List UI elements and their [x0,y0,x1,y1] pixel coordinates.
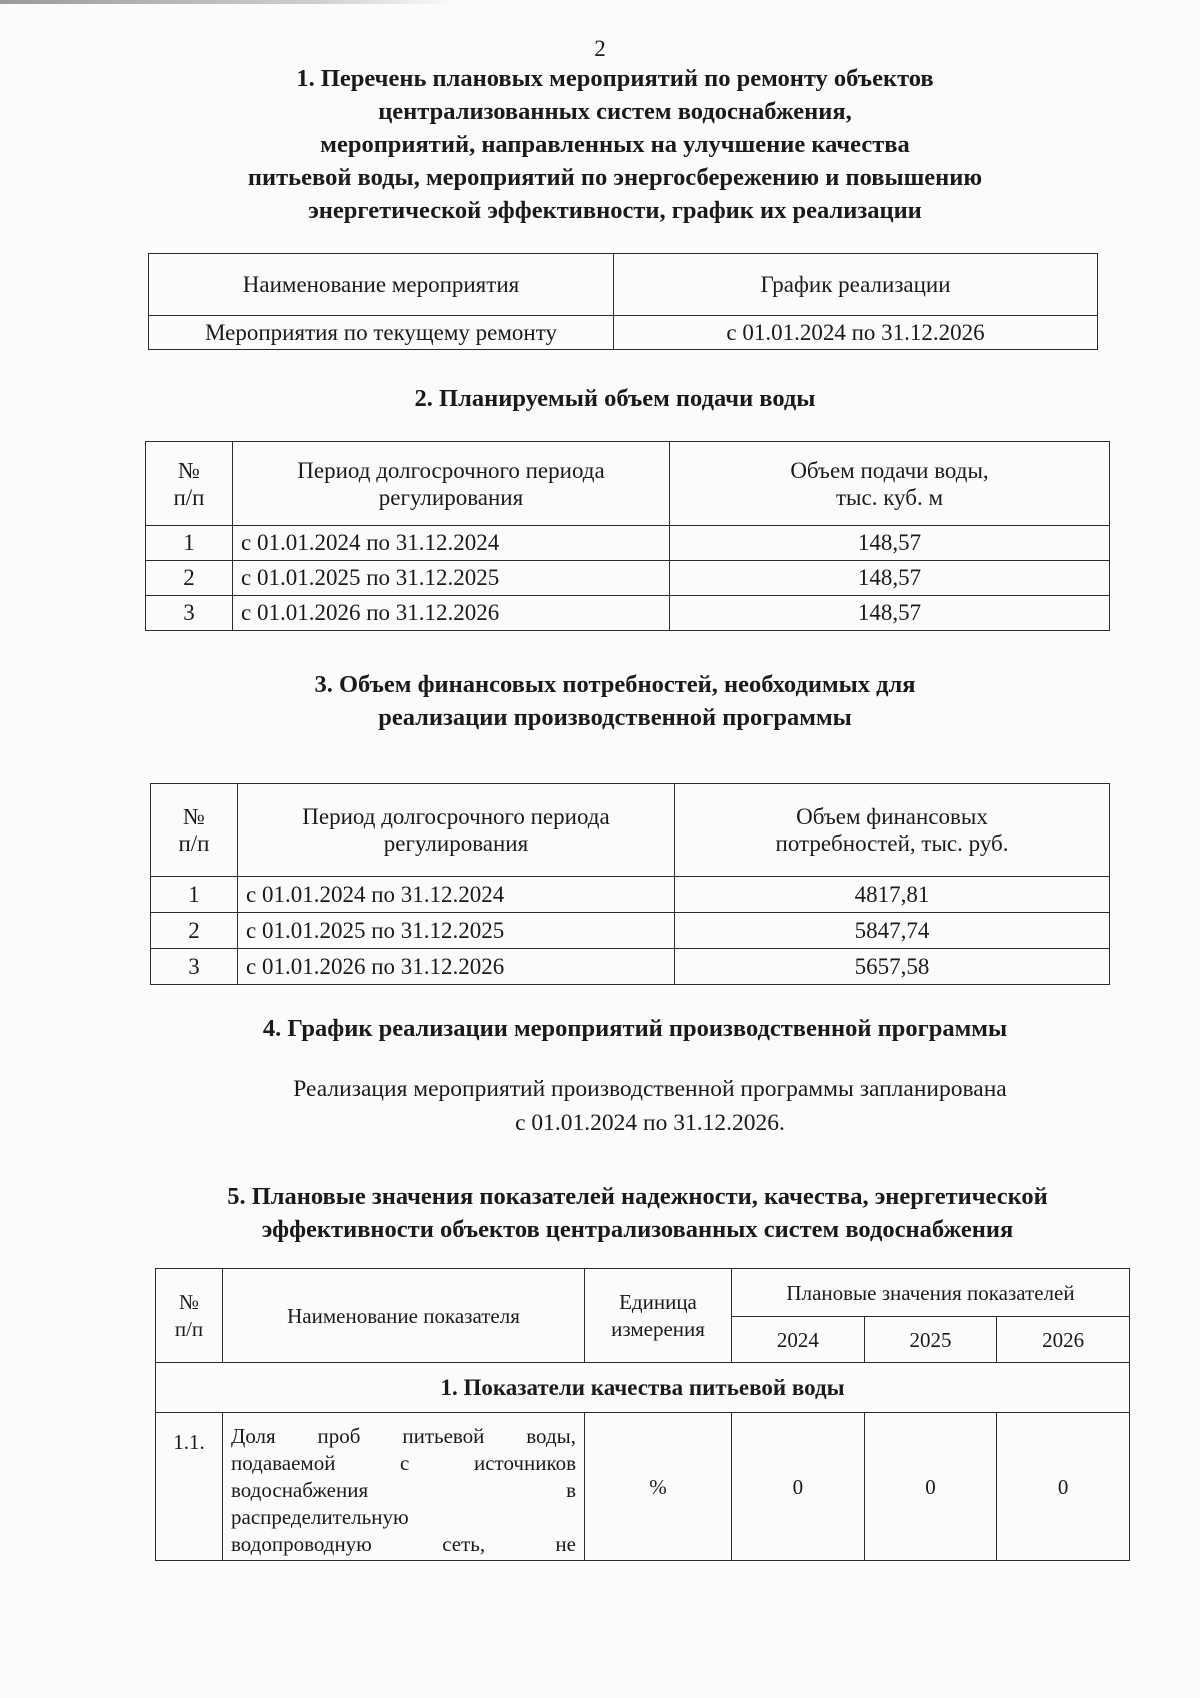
row-period: с 01.01.2024 по 31.12.2024 [238,877,675,913]
group-row [156,1363,1130,1413]
header-number-bottom: п/п [178,831,210,856]
indicator-line: распределительную [231,1505,409,1529]
table-row [151,913,1110,949]
heading-line: энергетической эффективности, график их реализации [308,197,922,224]
heading-line: реализации производственной программы [378,704,852,731]
table-header-row [149,254,1098,316]
header-plan-values: Плановые значения показателей [732,1269,1130,1317]
header-value-bottom: тыс. куб. м [835,484,943,510]
header-period [233,442,670,526]
header-period-top: Период долгосрочного периода [302,804,610,829]
header-number-bottom: п/п [173,484,205,510]
row-period: с 01.01.2024 по 31.12.2024 [233,526,670,561]
row-value-2025: 0 [864,1413,997,1561]
indicator-line: Доля проб питьевой воды, [231,1424,576,1448]
header-value-bottom: потребностей, тыс. руб. [775,831,1009,856]
scan-edge [0,0,455,4]
table-row [156,1413,1130,1561]
page-number: 2 [594,36,606,61]
header-value-top: Объем подачи воды, [790,457,989,483]
section5-heading [150,1180,1125,1246]
table-row [151,949,1110,985]
section1-heading [130,62,1100,227]
header-value [675,784,1110,877]
paragraph-line: с 01.01.2024 по 31.12.2026. [515,1110,785,1136]
row-value: 5657,58 [675,949,1110,985]
header-activity-name: Наименование мероприятия [149,254,614,316]
header-year-2026: 2026 [997,1317,1130,1363]
heading-line: 2. Планируемый объем подачи воды [414,385,816,412]
row-value-2026: 0 [997,1413,1130,1561]
heading-line: 5. Плановые значения показателей надежности, качества, энергетической [227,1183,1048,1210]
row-value-2024: 0 [732,1413,865,1561]
activities-table [148,253,1098,350]
row-value: 4817,81 [675,877,1110,913]
header-schedule: График реализации [614,254,1098,316]
header-number [156,1269,223,1363]
header-value-top: Объем финансовых [796,804,988,829]
row-value: 5847,74 [675,913,1110,949]
table-header-row [146,442,1110,526]
row-number: 2 [146,561,233,596]
water-supply-table [145,441,1110,631]
paragraph-line: Реализация мероприятий производственной программы запланирована [293,1076,1007,1102]
header-indicator-name: Наименование показателя [223,1269,585,1363]
activity-schedule-cell: с 01.01.2024 по 31.12.2026 [614,316,1098,350]
row-number: 1.1. [156,1413,223,1561]
header-year-2025: 2025 [864,1317,997,1363]
row-period: с 01.01.2025 по 31.12.2025 [233,561,670,596]
header-unit-top: Единица [619,1289,697,1314]
row-number: 1 [146,526,233,561]
header-unit-bottom: измерения [611,1316,705,1341]
heading-line: 4. График реализации мероприятий производственной программы [262,1015,1008,1042]
table-row [151,877,1110,913]
heading-line: эффективности объектов централизованных систем водоснабжения [261,1216,1014,1243]
header-year-2024: 2024 [732,1317,865,1363]
row-number: 2 [151,913,238,949]
header-unit [585,1269,732,1363]
table-row [146,561,1110,596]
row-period: с 01.01.2026 по 31.12.2026 [233,596,670,631]
table-header-row [156,1269,1130,1317]
header-value [670,442,1110,526]
header-period-bottom: регулирования [378,484,524,510]
table-row [149,316,1098,350]
section4-heading [150,1012,1120,1045]
row-value: 148,57 [670,596,1110,631]
header-number [146,442,233,526]
table-header-row [151,784,1110,877]
row-unit: % [585,1413,732,1561]
heading-line: централизованных систем водоснабжения, [378,98,852,125]
table-row [146,526,1110,561]
heading-line: 1. Перечень плановых мероприятий по ремонту объектов [296,65,934,92]
indicator-line: водоснабжения в [231,1478,576,1502]
header-period-bottom: регулирования [383,831,529,856]
row-number: 1 [151,877,238,913]
row-value: 148,57 [670,561,1110,596]
financial-needs-table [150,783,1110,985]
heading-line: мероприятий, направленных на улучшение качества [320,131,910,158]
row-number: 3 [146,596,233,631]
activity-name-cell: Мероприятия по текущему ремонту [149,316,614,350]
group-title: 1. Показатели качества питьевой воды [156,1363,1130,1413]
row-indicator-name [223,1413,585,1561]
section2-heading [130,382,1100,415]
header-number [151,784,238,877]
header-number-top: № [178,457,200,483]
header-number-top: № [178,1289,200,1314]
row-period: с 01.01.2025 по 31.12.2025 [238,913,675,949]
header-period [238,784,675,877]
row-number: 3 [151,949,238,985]
header-period-top: Период долгосрочного периода [297,457,605,483]
indicator-line: водопроводную сеть, не [231,1532,576,1556]
section3-heading [130,668,1100,734]
header-number-bottom: п/п [174,1316,204,1341]
heading-line: 3. Объем финансовых потребностей, необходимых для [314,671,916,698]
table-row [146,596,1110,631]
heading-line: питьевой воды, мероприятий по энергосбережению и повышению [247,164,983,191]
indicator-line: подаваемой с источников [231,1451,576,1475]
indicators-table [155,1268,1130,1561]
section4-text [200,1072,1100,1140]
row-period: с 01.01.2026 по 31.12.2026 [238,949,675,985]
header-number-top: № [183,804,205,829]
row-value: 148,57 [670,526,1110,561]
